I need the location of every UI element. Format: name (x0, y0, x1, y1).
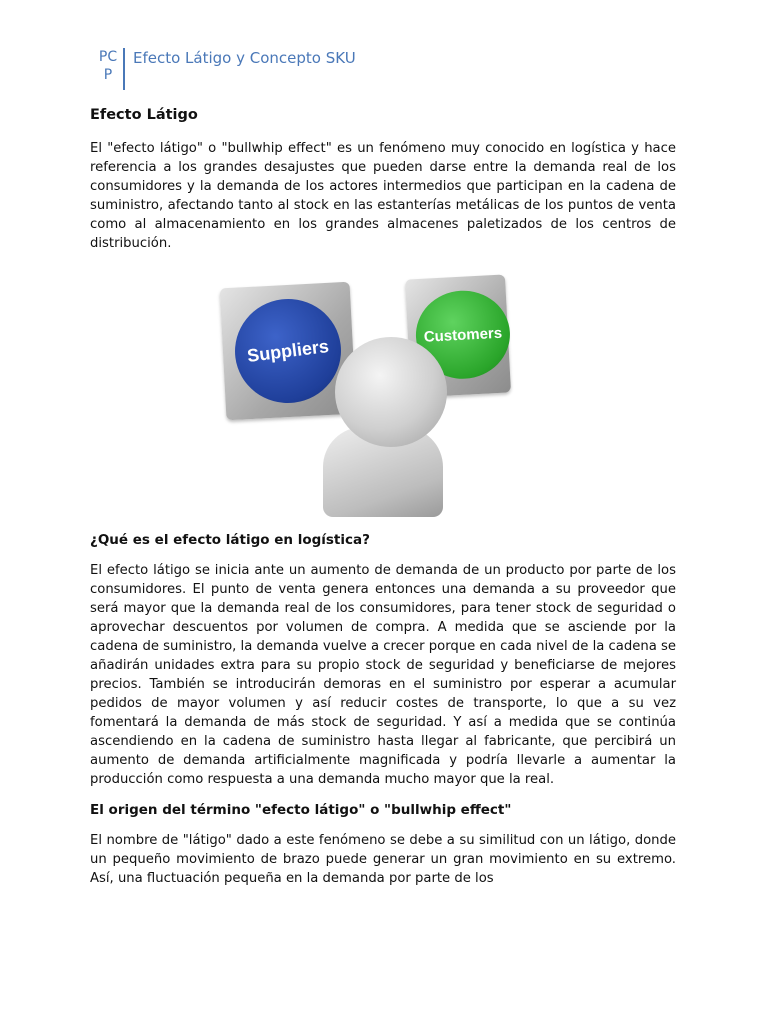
page-header (95, 48, 356, 90)
header-initials: PC P (98, 49, 118, 83)
section-heading-efecto-latigo: Efecto Látigo (90, 107, 198, 123)
header-title: Efecto Látigo y Concepto SKU (133, 49, 356, 67)
paragraph-intro: El "efecto látigo" o "bullwhip effect" es un fenómeno muy conocido en logística y hace referencia a los grandes desajustes que pueden darse entre la demanda real de los consumidores y la demanda de los actores intermedios que participan en la cadena de suministro, afectando tanto al stock en las estanterías metálicas de los puntos de venta como al almacenamiento en los grandes almacenes paletizados de los centros de distribución. (90, 141, 676, 251)
suppliers-button (229, 293, 347, 409)
section-heading-origen: El origen del término "efecto látigo" o "bullwhip effect" (90, 802, 512, 818)
paragraph-que-es: El efecto látigo se inicia ante un aumento de demanda de un producto por parte de los consumidores. El punto de venta genera entonces una demanda a su proveedor que será mayor que la demanda real de los consumidores, para tener stock de seguridad o aprovechar descuentos por volumen de compra. A medida que se asciende por la cadena de suministro, la demanda vuelve a crecer porque en cada nivel de la cadena se añadirán unidades extra para su propio stock de seguridad y beneficiarse de mejores precios. También se introducirán demoras en el suministro por esperar a acumular pedidos de mayor volumen y así reducir costes de transporte, lo que a su vez fomentará la demanda de más stock de seguridad. Y así a medida que se continúa ascendiendo en la cadena de suministro hasta llegar al fabricante, que percibirá un aumento de demanda artificialmente magnificada y podría llevarle a aumentar la producción como respuesta a una demanda mucho mayor que la real. (90, 563, 676, 787)
customers-label: Customers (423, 324, 503, 346)
person-figure-head (335, 337, 447, 447)
document-body (90, 105, 676, 900)
paragraph-origen: El nombre de "látigo" dado a este fenómeno se debe a su similitud con un látigo, donde un pequeño movimiento de brazo puede generar un gran movimiento en su extremo. Así, una fluctuación pequeña en la demanda por parte de los (90, 833, 676, 886)
section-heading-que-es: ¿Qué es el efecto látigo en logística? (90, 532, 370, 548)
suppliers-customers-illustration (223, 277, 503, 517)
suppliers-label: Suppliers (246, 335, 330, 366)
header-divider (123, 48, 125, 90)
